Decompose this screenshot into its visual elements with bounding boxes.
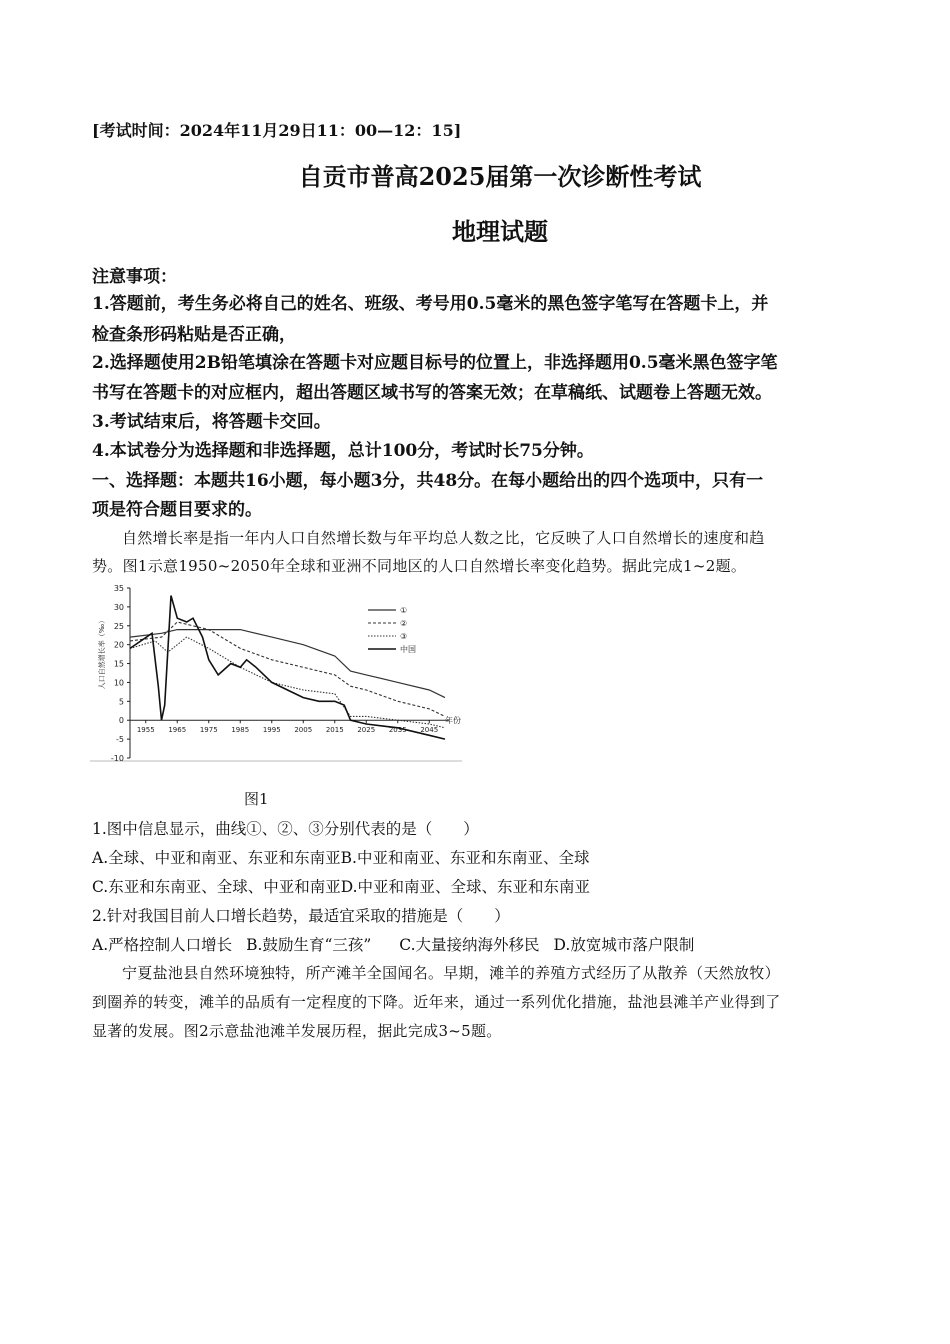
question-2-option-d: D.放宽城市落户限制 xyxy=(553,936,695,954)
y-axis-label: 人口自然增长率（‰） xyxy=(98,616,106,690)
y-tick-label: 30 xyxy=(113,602,124,612)
y-tick-label: 25 xyxy=(113,621,124,631)
legend-label-1: ① xyxy=(400,606,408,615)
series-line-4 xyxy=(130,596,445,740)
notice-heading: 注意事项： xyxy=(92,267,177,287)
notice-item-1: 1.答题前，考生务必将自己的姓名、班级、考号用0.5毫米的黑色签字笔写在答题卡上，并 xyxy=(92,294,769,314)
question-2-option-a: A.严格控制人口增长 xyxy=(92,936,233,954)
notice-item-3: 3.考试结束后，将答题卡交回。 xyxy=(92,412,331,432)
x-axis-label: 年份 xyxy=(445,716,461,726)
question-1-options-ab: A.全球、中亚和南亚、东亚和东南亚B.中亚和南亚、东亚和东南亚、全球 xyxy=(92,849,590,867)
question-2-stem: 2.针对我国目前人口增长趋势，最适宜采取的措施是（ ） xyxy=(92,907,510,925)
figure-caption: 图1 xyxy=(244,790,269,808)
question-1-options-cd: C.东亚和东南亚、全球、中亚和南亚D.中亚和南亚、全球、东亚和东南亚 xyxy=(92,878,591,896)
x-tick-label: 1965 xyxy=(168,726,187,735)
x-tick-label: 2025 xyxy=(357,726,376,735)
notice-item-2-cont: 书写在答题卡的对应框内，超出答题区域书写的答案无效；在草稿纸、试题卷上答题无效。 xyxy=(92,383,772,403)
passage1-line2: 势。图1示意1950~2050年全球和亚洲不同地区的人口自然增长率变化趋势。据此完成1~2题。 xyxy=(92,557,747,575)
y-tick-label: 15 xyxy=(113,659,124,669)
y-tick-label: 0 xyxy=(118,716,124,726)
notice-item-2: 2.选择题使用2B铅笔填涂在答题卡对应题目标号的位置上，非选择题用0.5毫米黑色签字笔 xyxy=(92,353,778,373)
chart-svg xyxy=(90,580,462,764)
exam-time: [考试时间：2024年11月29日11：00—12：15] xyxy=(92,121,462,140)
question-2-option-b: B.鼓励生育“三孩” xyxy=(246,936,372,954)
y-tick-label: -5 xyxy=(116,735,124,745)
passage1-line1: 自然增长率是指一年内人口自然增长数与年平均总人数之比，它反映了人口自然增长的速度和趋 xyxy=(122,529,765,547)
x-tick-label: 2035 xyxy=(388,726,407,735)
y-tick-label: 35 xyxy=(113,584,124,593)
passage2-line2: 到圈养的转变，滩羊的品质有一定程度的下降。近年来，通过一系列优化措施，盐池县滩羊产业得到了 xyxy=(92,993,781,1011)
x-tick-label: 1985 xyxy=(231,726,250,735)
y-tick-label: 10 xyxy=(113,678,124,688)
passage2-line1: 宁夏盐池县自然环境独特，所产滩羊全国闻名。早期，滩羊的养殖方式经历了从散养（天然放牧） xyxy=(122,964,780,982)
section-heading: 一、选择题：本题共16小题，每小题3分，共48分。在每小题给出的四个选项中，只有一 xyxy=(92,471,764,491)
question-2-options xyxy=(92,933,694,955)
section-heading-cont: 项是符合题目要求的。 xyxy=(92,500,262,520)
y-tick-label: 5 xyxy=(118,697,124,707)
x-tick-label: 1975 xyxy=(199,726,218,735)
figure-1-chart xyxy=(90,580,462,764)
notice-item-1-cont: 检查条形码粘贴是否正确， xyxy=(92,325,296,345)
notice-item-4: 4.本试卷分为选择题和非选择题，总计100分，考试时长75分钟。 xyxy=(92,441,594,461)
y-tick-label: -10 xyxy=(110,754,124,763)
exam-subtitle: 地理试题 xyxy=(452,217,548,246)
question-1-stem: 1.图中信息显示，曲线①、②、③分别代表的是（ ） xyxy=(92,820,479,838)
legend-label-2: ② xyxy=(400,619,408,628)
legend-label-4: 中国 xyxy=(400,645,416,654)
x-tick-label: 2015 xyxy=(325,726,344,735)
x-tick-label: 2045 xyxy=(420,726,439,735)
x-tick-label: 1955 xyxy=(136,726,155,735)
question-2-option-c: C.大量接纳海外移民 xyxy=(399,936,540,954)
exam-title: 自贡市普高2025届第一次诊断性考试 xyxy=(298,162,702,191)
passage2-line3: 显著的发展。图2示意盐池滩羊发展历程，据此完成3~5题。 xyxy=(92,1022,502,1040)
x-tick-label: 2005 xyxy=(294,726,313,735)
y-tick-label: 20 xyxy=(113,640,124,650)
legend-label-3: ③ xyxy=(400,632,408,641)
series-line-2 xyxy=(130,622,445,716)
x-tick-label: 1995 xyxy=(262,726,281,735)
